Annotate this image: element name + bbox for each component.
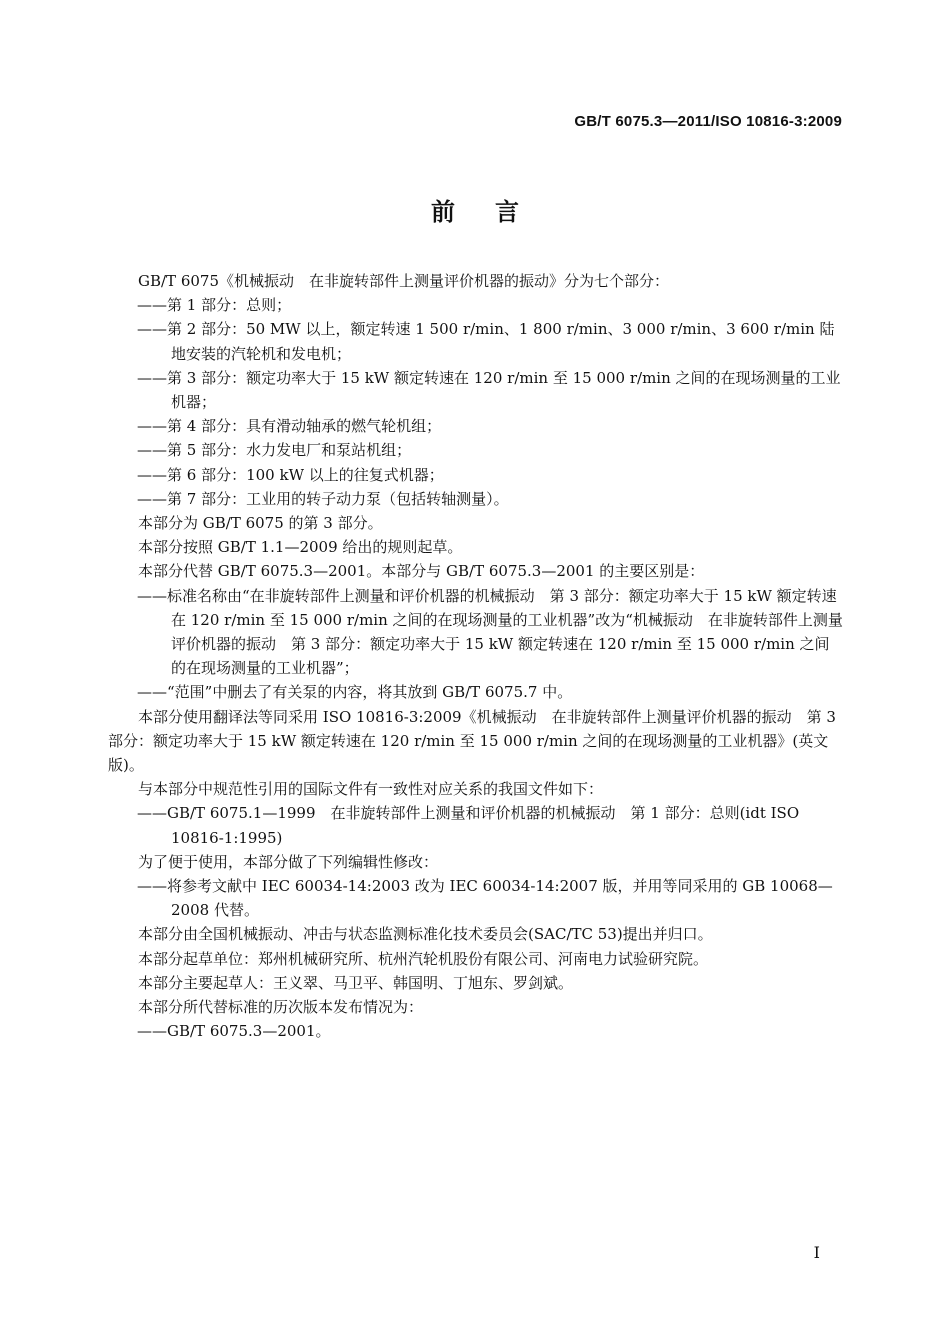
paragraph-intro: GB/T 6075《机械振动 在非旋转部件上测量评价机器的振动》分为七个部分：: [138, 272, 670, 290]
standard-code-header: GB/T 6075.3—2011/ISO 10816-3:2009: [574, 113, 842, 130]
paragraph-corresponding-docs: 与本部分中规范性引用的国际文件有一致性对应关系的我国文件如下：: [138, 780, 604, 799]
list-item-part6: ——第 6 部分：100 kW 以上的往复式机器；: [137, 465, 444, 484]
page-number: I: [813, 1243, 820, 1262]
foreword-body: [108, 269, 844, 1044]
paragraph-adoption: 本部分使用翻译法等同采用 ISO 10816-3:2009《机械振动 在非旋转部件上测量评价机器的振动 第 3 部分：额定功率大于 15 kW 额定转速在 120 r/min 至 15 000 r/min 之间的在现场测量的工业机器》(英文版)。: [108, 707, 836, 775]
list-item-part4: ——第 4 部分：具有滑动轴承的燃气轮机组；: [137, 417, 442, 436]
list-item-change-scope: ——“范围”中删去了有关泵的内容，将其放到 GB/T 6075.7 中。: [137, 683, 573, 702]
paragraph-proposed-by: 本部分由全国机械振动、冲击与状态监测标准化技术委员会(SAC/TC 53)提出并归口。: [138, 925, 713, 944]
list-item-editorial-change: ——将参考文献中 IEC 60034-14:2003 改为 IEC 60034-14:2007 版，并用等同采用的 GB 10068—2008 代替。: [137, 877, 833, 920]
list-item-part3: ——第 3 部分：额定功率大于 15 kW 额定转速在 120 r/min 至 15 000 r/min 之间的在现场测量的工业机器；: [137, 368, 841, 412]
list-item-corresponding-doc: ——GB/T 6075.1—1999 在非旋转部件上测量和评价机器的机械振动 第 1 部分：总则(idt ISO 10816-1:1995): [137, 804, 800, 847]
list-item-part2: ——第 2 部分：50 MW 以上，额定转速 1 500 r/min、1 800 r/min、3 000 r/min、3 600 r/min 陆地安装的汽轮机和发电机；: [137, 320, 835, 363]
paragraph-drafters: 本部分主要起草人：王义翠、马卫平、韩国明、丁旭东、罗剑斌。: [138, 973, 574, 992]
list-item-part1: ——第 1 部分：总则；: [137, 296, 292, 315]
list-item-previous-edition: ——GB/T 6075.3—2001。: [137, 1022, 331, 1041]
list-item-change-title: ——标准名称由“在非旋转部件上测量和评价机器的机械振动 第 3 部分：额定功率大于 15 kW 额定转速在 120 r/min 至 15 000 r/min 之间的在现场测量的工业机器”改为“机械振动 在非旋转部件上测量评价机器的振动 第 3 部分：额定功率大于 15 kW 额定转速在 120 r/min 至 15 000 r/min 之间的在现场测量的工业机器”；: [137, 586, 843, 678]
paragraph-replaces: 本部分代替 GB/T 6075.3—2001。本部分与 GB/T 6075.3—2001 的主要区别是：: [138, 562, 705, 581]
paragraph-drafting-rules: 本部分按照 GB/T 1.1—2009 给出的规则起草。: [138, 538, 463, 557]
paragraph-drafting-units: 本部分起草单位：郑州机械研究所、杭州汽轮机股份有限公司、河南电力试验研究院。: [138, 949, 709, 968]
paragraph-previous-editions: 本部分所代替标准的历次版本发布情况为：: [138, 998, 424, 1017]
list-item-part7: ——第 7 部分：工业用的转子动力泵（包括转轴测量）。: [137, 489, 509, 508]
paragraph-part-statement: 本部分为 GB/T 6075 的第 3 部分。: [138, 514, 383, 533]
page-title: 前言: [431, 198, 559, 226]
paragraph-editorial-changes: 为了便于使用，本部分做了下列编辑性修改：: [138, 852, 439, 871]
list-item-part5: ——第 5 部分：水力发电厂和泵站机组；: [137, 441, 412, 460]
